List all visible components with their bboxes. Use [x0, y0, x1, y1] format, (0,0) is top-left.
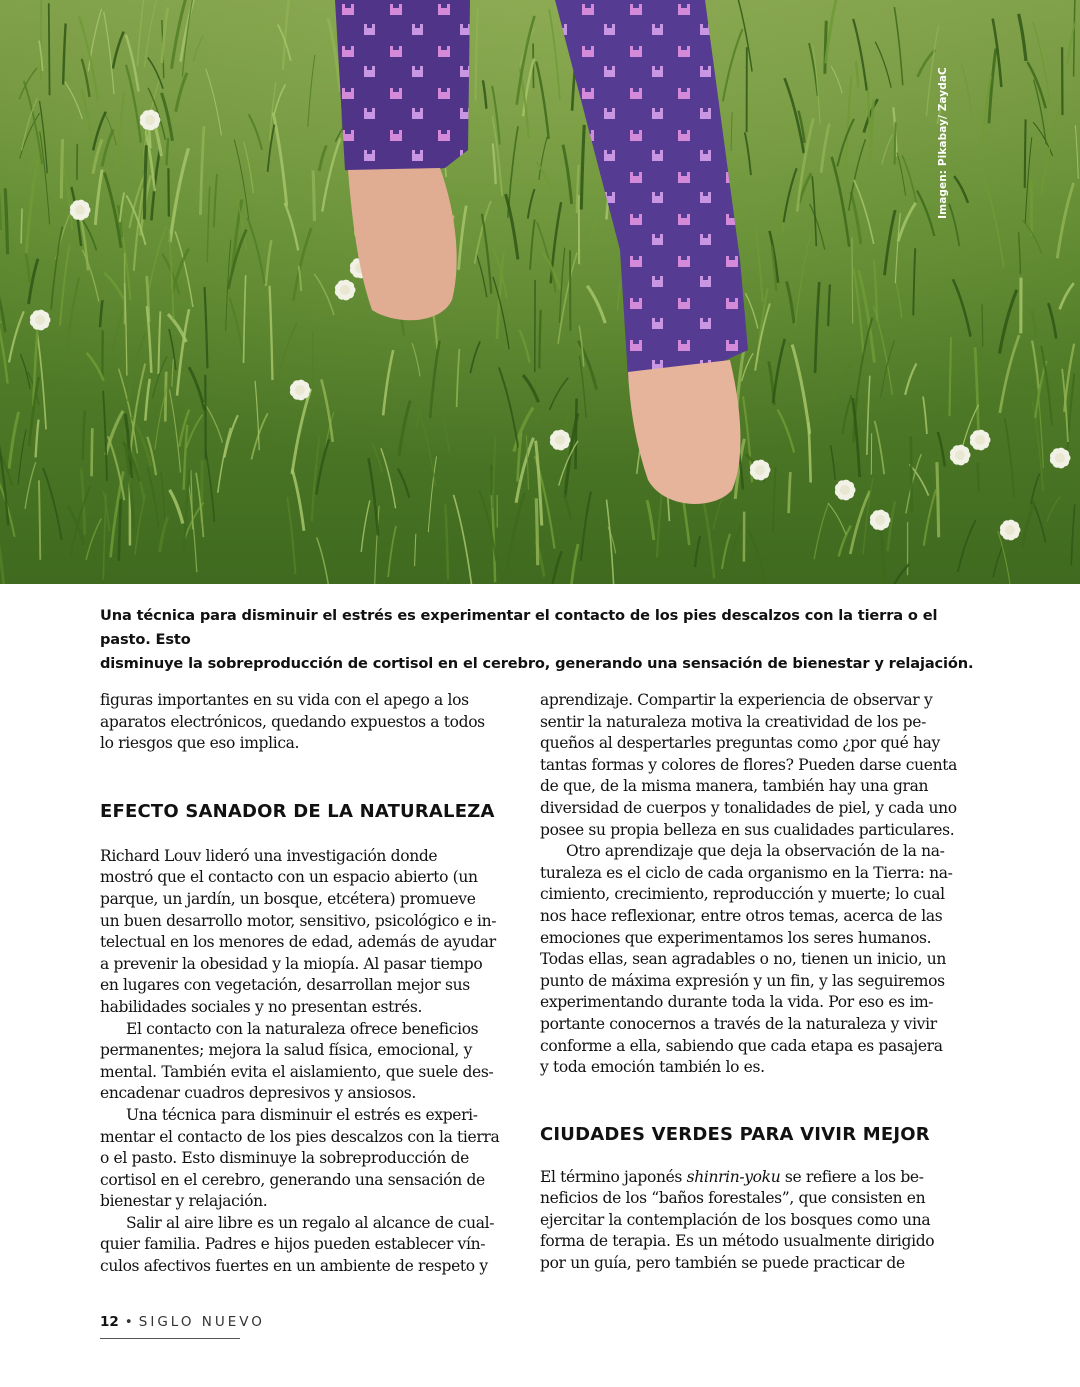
- grass-blade: [852, 237, 853, 323]
- section-heading: EFECTO SANADOR DE LA NATURALEZA: [100, 800, 495, 822]
- text-line: punto de máxima expresión y un fin, y las seguiremos: [540, 971, 945, 990]
- text-line: mentar el contacto de los pies descalzos con la tierra: [100, 1127, 500, 1146]
- barefoot-child-on-grass-photo: [0, 0, 1080, 584]
- text-line: forma de terapia. Es un método usualmente dirigido: [540, 1232, 935, 1251]
- page-footer: [100, 1314, 265, 1334]
- grass-blade: [895, 122, 896, 164]
- grass-blade: [937, 462, 939, 537]
- text-line: diversidad de cuerpos y tonalidades de piel, y cada uno: [540, 798, 957, 817]
- text-line: un buen desarrollo motor, sensitivo, psicológico e in-: [100, 911, 497, 930]
- text-line: Richard Louv lideró una investigación donde: [100, 846, 438, 865]
- hero-photo: [0, 0, 1080, 584]
- text-line: quier familia. Padres e hijos pueden establecer vín-: [100, 1235, 486, 1254]
- text-line: culos afectivos fuertes en un ambiente de respeto y: [100, 1257, 488, 1276]
- japanese-term: shinrin-yoku: [686, 1167, 781, 1186]
- grass-blade: [982, 305, 983, 347]
- footer-rule: [100, 1338, 240, 1339]
- text-line: habilidades sociales y no presentan estrés.: [100, 997, 423, 1016]
- text-line: queños al despertarles preguntas como ¿por qué hay: [540, 734, 940, 753]
- paragraph: [540, 1167, 940, 1275]
- text-line: mostró que el contacto con un espacio abierto (un: [100, 868, 478, 887]
- text-line: y toda emoción también lo es.: [540, 1058, 765, 1077]
- grass-blade: [536, 498, 537, 565]
- text-line: figuras importantes en su vida con el apego a los: [100, 691, 469, 709]
- section-heading: CIUDADES VERDES PARA VIVIR MEJOR: [540, 1123, 930, 1145]
- paragraph: [540, 690, 957, 841]
- text-line: Salir al aire libre es un regalo al alcance de cual-: [126, 1213, 495, 1232]
- text-line: turaleza es el ciclo de cada organismo en la Tierra: na-: [540, 863, 953, 882]
- paragraph: [100, 1213, 500, 1278]
- text-line: a prevenir la obesidad y la miopía. Al pasar tiempo: [100, 954, 483, 973]
- paragraph: [100, 1105, 500, 1213]
- intro-paragraph: [100, 690, 500, 755]
- grass-blade: [21, 208, 22, 243]
- text-line: aparatos electrónicos, quedando expuestos a todos: [100, 712, 485, 731]
- grass-blade: [165, 372, 166, 422]
- text-line: de que, de la misma manera, también hay una gran: [540, 777, 929, 796]
- text-line: posee su propia belleza en sus cualidades particulares.: [540, 820, 955, 839]
- text-line: [540, 1167, 940, 1189]
- page-number: 12: [100, 1314, 119, 1330]
- text-line: conforme a ella, sabiendo que cada etapa es pasajera: [540, 1036, 943, 1055]
- grass-blade: [539, 310, 540, 369]
- text-line: telectual en los menores de edad, además de ayudar: [100, 933, 496, 952]
- photo-credit: Imagen: Pikabay/ ZaydaC: [937, 67, 949, 219]
- text-fragment: El término japonés: [540, 1167, 687, 1186]
- grass-blade: [576, 398, 577, 469]
- text-line: parque, un jardín, un bosque, etcétera) promueve: [100, 889, 476, 908]
- text-line: en lugares con vegetación, desarrollan mejor sus: [100, 976, 470, 995]
- text-fragment: se refiere a los be-: [780, 1167, 924, 1186]
- text-line: Una técnica para disminuir el estrés es experi-: [126, 1105, 478, 1124]
- text-line: tantas formas y colores de flores? Pueden darse cuenta: [540, 755, 957, 774]
- grass-blade: [911, 437, 912, 513]
- caption-line: Una técnica para disminuir el estrés es experimentar el contacto de los pies descalzos con la tierra o el pasto. Esto: [100, 607, 938, 648]
- text-line: Otro aprendizaje que deja la observación de la na-: [566, 842, 945, 861]
- grass-blade: [144, 145, 146, 219]
- grass-blade: [789, 472, 791, 513]
- text-line: nos hace reflexionar, entre otros temas, acerca de las: [540, 906, 943, 925]
- text-line: portante conocernos a través de la naturaleza y vivir: [540, 1014, 937, 1033]
- text-line: experimentando durante toda la vida. Por eso es im-: [540, 993, 934, 1012]
- photo-caption: [100, 604, 980, 676]
- text-line: cortisol en el cerebro, generando una sensación de: [100, 1170, 485, 1189]
- grass-blade: [825, 21, 826, 74]
- grass-blade: [41, 0, 42, 79]
- text-line: cimiento, crecimiento, reproducción y muerte; lo cual: [540, 885, 945, 904]
- text-line: emociones que experimentamos los seres humanos.: [540, 928, 932, 947]
- text-line: Todas ellas, sean agradables o no, tienen un inicio, un: [540, 950, 947, 969]
- grass-blade: [1025, 119, 1026, 187]
- text-line: bienestar y relajación.: [100, 1192, 268, 1211]
- text-line: sentir la naturaleza motiva la creatividad de los pe-: [540, 712, 926, 731]
- text-line: encadenar cuadros depresivos y ansiosos.: [100, 1084, 416, 1103]
- text-line: ejercitar la contemplación de los bosques como una: [540, 1210, 931, 1229]
- paragraph: [540, 841, 953, 1079]
- grass-blade: [977, 463, 978, 493]
- text-line: mental. También evita el aislamiento, que suele des-: [100, 1062, 494, 1081]
- paragraph: [100, 846, 500, 1019]
- text-line: por un guía, pero también se puede practicar de: [540, 1254, 905, 1273]
- footer-separator: •: [124, 1314, 133, 1330]
- text-line: aprendizaje. Compartir la experiencia de observar y: [540, 691, 933, 709]
- text-line: permanentes; mejora la salud física, emocional, y: [100, 1041, 472, 1060]
- paragraph: [100, 1019, 500, 1105]
- grass-blade: [61, 139, 62, 199]
- text-line: El contacto con la naturaleza ofrece beneficios: [126, 1019, 479, 1038]
- article-column-left: [100, 690, 500, 1278]
- text-line: lo riesgos que eso implica.: [100, 734, 300, 753]
- grass-blade: [49, 3, 50, 95]
- text-line: neficios de los “baños forestales”, que consisten en: [540, 1189, 926, 1208]
- article-column-right: [540, 690, 957, 1275]
- caption-line: disminuye la sobreproducción de cortisol en el cerebro, generando una sensación de bienestar y relajación.: [100, 655, 974, 672]
- magazine-name: SIGLO NUEVO: [138, 1314, 265, 1330]
- grass-blade: [92, 428, 93, 476]
- text-line: o el pasto. Esto disminuye la sobreproducción de: [100, 1149, 469, 1168]
- grass-blade: [313, 171, 314, 221]
